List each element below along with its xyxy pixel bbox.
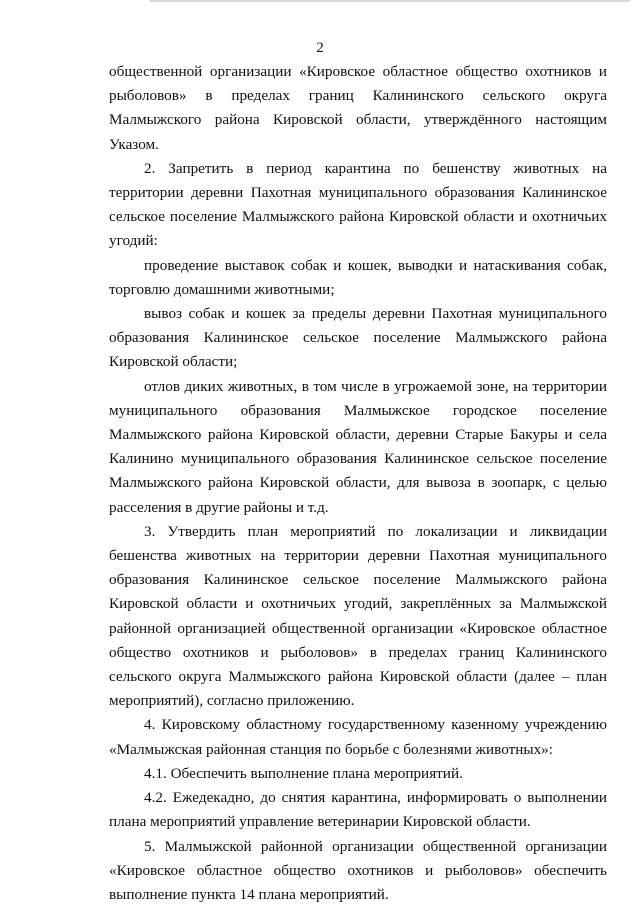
paragraph-subitem-exhibitions: проведение выставок собак и кошек, выводки и натаскивания собак, торговлю домашними животными; bbox=[109, 254, 607, 302]
paragraph-continuation: общественной организации «Кировское областное общество охотников и рыболовов» в пределах границ Калининского сельского округа Малмыжского района Кировской области, утверждённого настоящим Указом. bbox=[109, 60, 607, 157]
page-number: 2 bbox=[0, 38, 640, 58]
paragraph-item-4-1: 4.1. Обеспечить выполнение плана мероприятий. bbox=[109, 762, 607, 786]
paragraph-item-2: 2. Запретить в период карантина по бешенству животных на территории деревни Пахотная муниципального образования Калининское сельское поселение Малмыжского района Кировской области и охотничьих угодий: bbox=[109, 157, 607, 254]
paragraph-item-4: 4. Кировскому областному государственному казенному учреждению «Малмыжская районная станция по борьбе с болезнями животных»: bbox=[109, 713, 607, 761]
paragraph-subitem-capture: отлов диких животных, в том числе в угрожаемой зоне, на территории муниципального образования Малмыжское городское поселение Малмыжского района Кировской области, деревни Старые Бакуры и села Калинино муниципального образования Калининское сельское поселение Малмыжского района Кировской области, для вывоза в зоопарк, с целью расселения в другие районы и т.д. bbox=[109, 375, 607, 520]
paragraph-item-3: 3. Утвердить план мероприятий по локализации и ликвидации бешенства животных на территории деревни Пахотная муниципального образования Калининское сельское поселение Малмыжского района Кировской области и охотничьих угодий, закреплённых за Малмыжской районной организацией общественной организации «Кировское областное общество охотников и рыболовов» в пределах границ Калининского сельского округа Малмыжского района Кировской области (далее – план мероприятий), согласно приложению. bbox=[109, 520, 607, 714]
paragraph-subitem-export: вывоз собак и кошек за пределы деревни Пахотная муниципального образования Калининское сельское поселение Малмыжского района Кировской области; bbox=[109, 302, 607, 375]
document-body bbox=[109, 60, 607, 907]
paragraph-item-5: 5. Малмыжской районной организации общественной организации «Кировское областное общество охотников и рыболовов» обеспечить выполнение пункта 14 плана мероприятий. bbox=[109, 835, 607, 907]
paragraph-item-4-2: 4.2. Ежедекадно, до снятия карантина, информировать о выполнении плана мероприятий управление ветеринарии Кировской области. bbox=[109, 786, 607, 834]
scan-edge-line bbox=[150, 0, 630, 2]
